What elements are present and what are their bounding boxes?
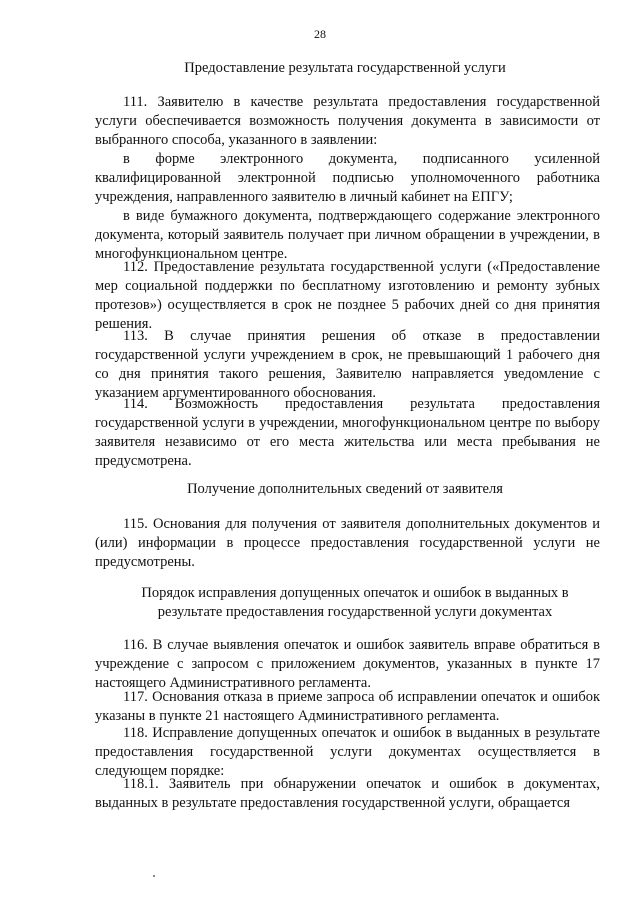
paragraph-117: 117. Основания отказа в приеме запроса об исправлении опечаток и ошибок указаны в пункте 21 настоящего Административного регламента.	[95, 689, 600, 724]
paragraph-111-paper: в виде бумажного документа, подтверждающего содержание электронного документа, который заявитель получает при личном обращении в учреждении, в многофункциональном центре.	[95, 208, 600, 262]
section-heading-result: Предоставление результата государственной услуги	[184, 60, 506, 76]
paragraph-115: 115. Основания для получения от заявителя дополнительных документов и (или) информации в процессе предоставления государственной услуги не предусмотрены.	[95, 516, 600, 570]
paragraph-118: 118. Исправление допущенных опечаток и ошибок в выданных в результате предоставления государственной услуги документах осуществляется в следующем порядке:	[95, 725, 600, 779]
paragraph-112: 112. Предоставление результата государственной услуги («Предоставление мер социальной поддержки по бесплатному изготовлению и ремонту зубных протезов») осуществляется в срок не позднее 5 рабочих дней со дня принятия решения.	[95, 259, 600, 332]
scan-speck	[153, 875, 155, 877]
section-heading-additional-info: Получение дополнительных сведений от заявителя	[187, 481, 503, 497]
section-heading-corrections: Порядок исправления допущенных опечаток и ошибок в выданных в результате предоставления государственной услуги документах	[141, 585, 569, 620]
paragraph-114: 114. Возможность предоставления результата предоставления государственной услуги в учреждении, многофункциональном центре по выбору заявителя независимо от его места жительства или места пребывания не предусмотрена.	[95, 396, 600, 469]
paragraph-111: 111. Заявителю в качестве результата предоставления государственной услуги обеспечивается возможность получения документа в зависимости от выбранного способа, указанного в заявлении:	[95, 94, 600, 148]
page-number: 28	[314, 27, 326, 41]
paragraph-113: 113. В случае принятия решения об отказе в предоставлении государственной услуги учреждением в срок, не превышающий 1 рабочего дня со дня принятия такого решения, Заявителю направляется уведомление с указанием аргументированного обоснования.	[95, 328, 600, 401]
paragraph-118-1: 118.1. Заявитель при обнаружении опечаток и ошибок в документах, выданных в результате предоставления государственной услуги, обращается	[95, 776, 600, 811]
paragraph-116: 116. В случае выявления опечаток и ошибок заявитель вправе обратиться в учреждение с запросом с приложением документов, указанных в пункте 17 настоящего Административного регламента.	[95, 637, 600, 691]
paragraph-111-electronic: в форме электронного документа, подписанного усиленной квалифицированной электронной подписью уполномоченного работника учреждения, направленного заявителю в личный кабинет на ЕПГУ;	[95, 151, 600, 205]
